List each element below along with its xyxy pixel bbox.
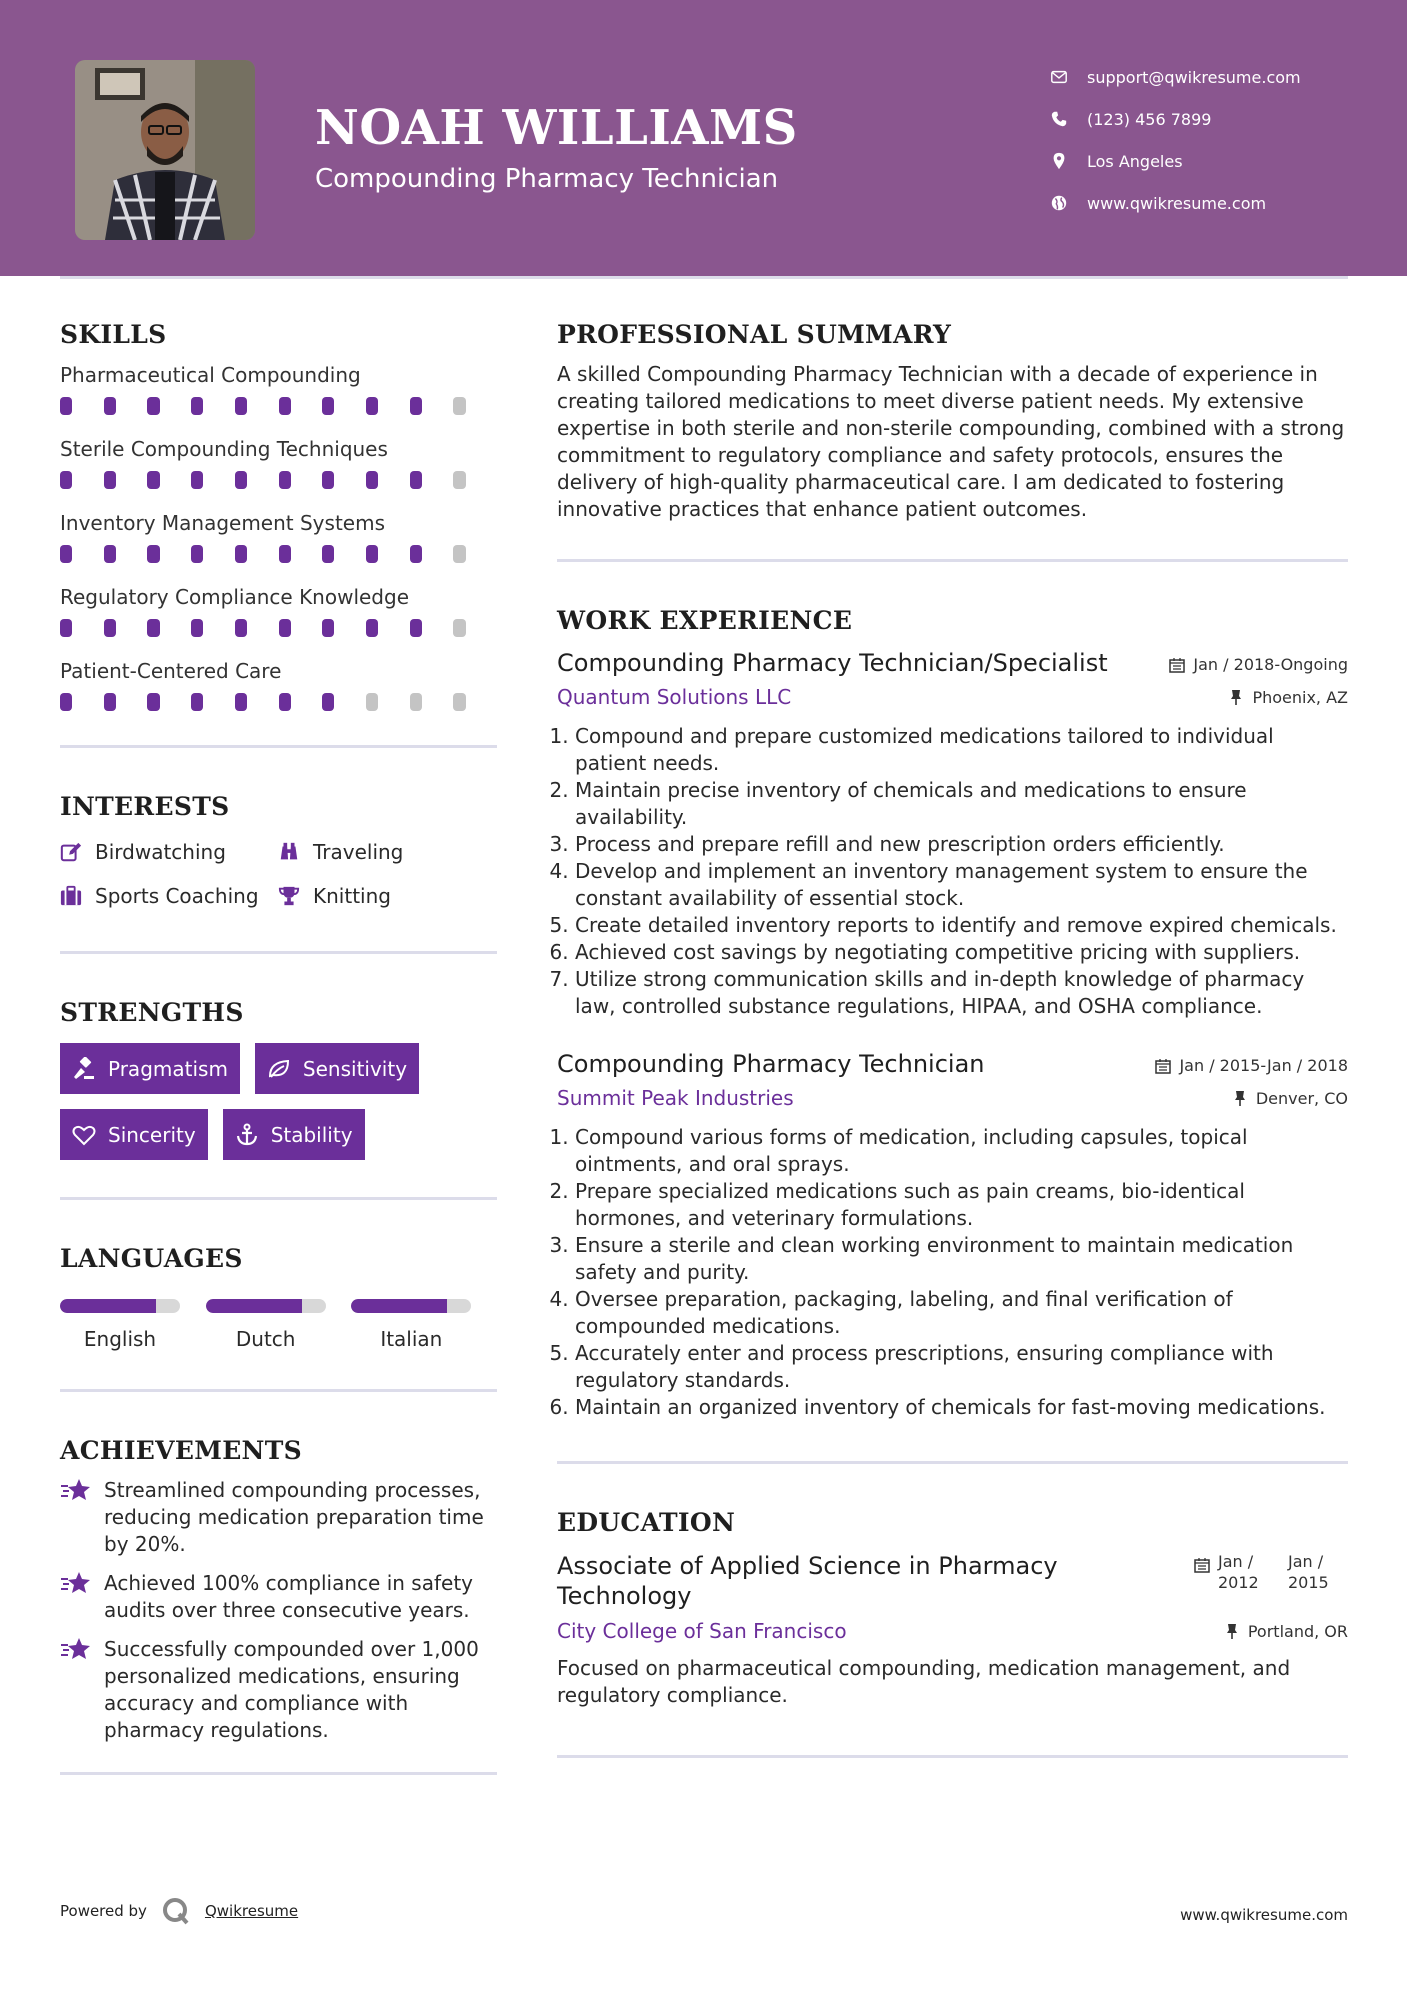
education-end: Jan / 2015 <box>1288 1552 1329 1592</box>
achievement-item <box>60 1636 497 1744</box>
strength-tag <box>60 1109 208 1160</box>
rating-dot-filled <box>191 471 203 489</box>
interests-section <box>60 792 497 913</box>
education-dates <box>1194 1551 1348 1593</box>
rating-dot-filled <box>322 471 334 489</box>
footer-website[interactable]: www.qwikresume.com <box>1180 1906 1348 1924</box>
gavel-icon <box>72 1057 96 1081</box>
interest-item <box>60 879 278 913</box>
education-subhead <box>557 1619 1348 1643</box>
heart-icon <box>72 1123 96 1147</box>
interests-heading: INTERESTS <box>60 792 230 821</box>
rating-dot-filled <box>366 545 378 563</box>
rating-dot-filled <box>104 619 116 637</box>
rating-dot-empty <box>453 545 465 563</box>
job-location <box>1228 688 1348 707</box>
job-dates-text: Jan / 2015-Jan / 2018 <box>1179 1056 1348 1075</box>
skills-section <box>60 320 497 729</box>
skill-name: Pharmaceutical Compounding <box>60 363 361 387</box>
section-divider <box>60 745 497 748</box>
duty-item: 3. Ensure a sterile and clean working environment to maintain medication safety and purity. <box>575 1232 1348 1286</box>
education-head <box>557 1551 1348 1611</box>
job-dates-text: Jan / 2018-Ongoing <box>1193 655 1348 674</box>
job-title: Compounding Pharmacy Technician <box>557 1050 985 1078</box>
duty-item: 3. Process and prepare refill and new prescription orders efficiently. <box>575 831 1348 858</box>
job-title: Compounding Pharmacy Technician/Specialist <box>557 649 1108 677</box>
rating-dot-filled <box>191 619 203 637</box>
jobs-list <box>557 649 1348 1421</box>
job-entry <box>557 1050 1348 1421</box>
skill-rating <box>60 391 497 433</box>
language-name: English <box>83 1327 157 1351</box>
skill-rating <box>60 613 497 655</box>
achievements-heading: ACHIEVEMENTS <box>60 1436 302 1465</box>
language-level-bar <box>60 1299 180 1313</box>
strength-label: Stability <box>270 1122 353 1147</box>
profile-photo <box>75 60 255 240</box>
experience-heading: WORK EXPERIENCE <box>557 606 853 635</box>
rating-dot-filled <box>104 693 116 711</box>
skill-item <box>60 581 497 655</box>
job-entry <box>557 649 1348 1020</box>
strength-tag <box>60 1043 240 1094</box>
strengths-heading: STRENGTHS <box>60 998 244 1027</box>
skill-rating <box>60 465 497 507</box>
school-name: City College of San Francisco <box>557 1619 847 1643</box>
rating-dot-filled <box>279 545 291 563</box>
map-pin-icon <box>1050 152 1068 170</box>
rating-dot-filled <box>322 693 334 711</box>
rating-dot-filled <box>279 471 291 489</box>
strength-label: Sensitivity <box>302 1056 408 1081</box>
email-text: support@qwikresume.com <box>1087 67 1301 87</box>
rating-dot-filled <box>235 693 247 711</box>
strengths-section <box>60 998 497 1175</box>
location-text: Los Angeles <box>1087 151 1183 171</box>
language-level-fill <box>60 1299 156 1313</box>
rating-dot-empty <box>453 397 465 415</box>
section-divider <box>60 951 497 954</box>
rating-dot-empty <box>453 693 465 711</box>
job-duties <box>557 723 1348 1020</box>
skill-rating <box>60 539 497 581</box>
company-name: Quantum Solutions LLC <box>557 685 792 709</box>
skill-name: Patient-Centered Care <box>60 659 282 683</box>
skill-name: Regulatory Compliance Knowledge <box>60 585 410 609</box>
duty-item: 1. Compound various forms of medication, including capsules, topical ointments, and oral sprays. <box>575 1124 1348 1178</box>
rating-dot-filled <box>191 545 203 563</box>
contact-location <box>1050 140 1301 182</box>
company-name: Summit Peak Industries <box>557 1086 794 1110</box>
rating-dot-filled <box>104 545 116 563</box>
pushpin-icon <box>1232 1090 1248 1106</box>
skill-item <box>60 359 497 433</box>
strength-tag <box>223 1109 365 1160</box>
language-level-fill <box>206 1299 302 1313</box>
rating-dot-filled <box>60 397 72 415</box>
contact-email[interactable] <box>1050 56 1301 98</box>
strengths-list <box>60 1043 497 1175</box>
rating-dot-filled <box>104 397 116 415</box>
summary-text: A skilled Compounding Pharmacy Technician with a decade of experience in creating tailored medications to meet diverse patient needs. My extensive expertise in both sterile and non-sterile compounding, combined with a strong commitment to regulatory compliance and safety protocols, ensures the delivery of high-quality pharmaceutical care. I am dedicated to fostering innovative practices that enhance patient outcomes. <box>557 362 1345 521</box>
interest-label: Traveling <box>313 840 404 864</box>
rating-dot-empty <box>453 619 465 637</box>
job-location <box>1232 1089 1348 1108</box>
rating-dot-filled <box>147 545 159 563</box>
anchor-icon <box>235 1123 259 1147</box>
job-subhead <box>557 685 1348 709</box>
rating-dot-filled <box>410 397 422 415</box>
rating-dot-filled <box>322 619 334 637</box>
interest-label: Birdwatching <box>95 840 226 864</box>
strength-tag <box>255 1043 419 1094</box>
education-description: Focused on pharmaceutical compounding, medication management, and regulatory compliance. <box>557 1656 1291 1707</box>
achievements-section <box>60 1436 497 1744</box>
skills-list <box>60 359 497 729</box>
rating-dot-filled <box>366 619 378 637</box>
duty-item: 4. Develop and implement an inventory management system to ensure the constant availability of essential stock. <box>575 858 1348 912</box>
job-duties <box>557 1124 1348 1421</box>
leaf-icon <box>267 1057 291 1081</box>
person-photo-image <box>75 60 255 240</box>
achievement-text: Achieved 100% compliance in safety audits over three consecutive years. <box>104 1571 473 1622</box>
duty-item: 1. Compound and prepare customized medications tailored to individual patient needs. <box>575 723 1348 777</box>
education-heading: EDUCATION <box>557 1508 736 1537</box>
website-text: www.qwikresume.com <box>1087 193 1267 213</box>
degree-title: Associate of Applied Science in Pharmacy Technology <box>557 1552 1058 1610</box>
rating-dot-filled <box>191 397 203 415</box>
rating-dot-filled <box>191 693 203 711</box>
skill-name: Inventory Management Systems <box>60 511 385 535</box>
rating-dot-empty <box>453 471 465 489</box>
calendar-icon <box>1194 1557 1210 1573</box>
languages-section <box>60 1244 497 1351</box>
language-level-fill <box>351 1299 447 1313</box>
rating-dot-filled <box>235 545 247 563</box>
duty-item: 7. Utilize strong communication skills and in-depth knowledge of pharmacy law, controlled substance regulations, HIPAA, and OSHA compliance. <box>575 966 1348 1020</box>
right-column <box>557 320 1348 1758</box>
duty-item: 5. Accurately enter and process prescriptions, ensuring compliance with regulatory standards. <box>575 1340 1348 1394</box>
contact-phone[interactable] <box>1050 98 1301 140</box>
skills-heading: SKILLS <box>60 320 167 349</box>
rating-dot-filled <box>235 397 247 415</box>
footer-powered-by <box>60 1896 298 1926</box>
contact-info <box>1050 56 1301 224</box>
candidate-name: NOAH WILLIAMS <box>315 100 798 156</box>
rating-dot-filled <box>322 397 334 415</box>
section-divider <box>60 1772 497 1775</box>
star-icon <box>60 1477 92 1505</box>
rating-dot-filled <box>147 693 159 711</box>
rating-dot-filled <box>279 619 291 637</box>
trophy-icon <box>278 885 300 907</box>
language-name: Dutch <box>235 1327 296 1351</box>
phone-icon <box>1050 110 1068 128</box>
rating-dot-filled <box>410 545 422 563</box>
rating-dot-empty <box>366 693 378 711</box>
rating-dot-filled <box>322 545 334 563</box>
rating-dot-filled <box>410 619 422 637</box>
rating-dot-filled <box>147 619 159 637</box>
qwikresume-logo-icon <box>161 1896 191 1926</box>
achievement-item <box>60 1477 497 1558</box>
powered-by-text: Powered by <box>60 1902 147 1920</box>
achievement-text: Streamlined compounding processes, reducing medication preparation time by 20%. <box>104 1478 484 1556</box>
education-location <box>1224 1622 1348 1641</box>
language-item <box>60 1299 206 1351</box>
achievement-item <box>60 1570 497 1624</box>
achievements-list <box>60 1477 497 1744</box>
education-start: Jan / 2012 <box>1218 1552 1259 1592</box>
interest-label: Sports Coaching <box>95 884 259 908</box>
section-divider <box>60 1197 497 1200</box>
duty-item: 5. Create detailed inventory reports to identify and remove expired chemicals. <box>575 912 1348 939</box>
languages-heading: LANGUAGES <box>60 1244 243 1273</box>
education-section <box>557 1508 1348 1709</box>
rating-dot-filled <box>366 397 378 415</box>
rating-dot-filled <box>147 397 159 415</box>
interest-label: Knitting <box>313 884 391 908</box>
rating-dot-filled <box>410 471 422 489</box>
binoculars-icon <box>278 841 300 863</box>
rating-dot-empty <box>410 693 422 711</box>
pushpin-icon <box>1224 1623 1240 1639</box>
rating-dot-filled <box>147 471 159 489</box>
briefcase-icon <box>60 885 82 907</box>
pushpin-icon <box>1228 689 1244 705</box>
rating-dot-filled <box>60 471 72 489</box>
interest-item <box>60 835 278 869</box>
star-icon <box>60 1636 92 1664</box>
education-location-text: Portland, OR <box>1247 1621 1348 1641</box>
summary-heading: PROFESSIONAL SUMMARY <box>557 320 952 349</box>
section-divider <box>557 1755 1348 1758</box>
globe-icon <box>1050 194 1068 212</box>
job-location-text: Denver, CO <box>1255 1088 1348 1108</box>
calendar-icon <box>1155 1058 1171 1074</box>
duty-item: 2. Prepare specialized medications such as pain creams, bio-identical hormones, and veterinary formulations. <box>575 1178 1348 1232</box>
pencil-square-icon <box>60 841 82 863</box>
section-divider <box>557 559 1348 562</box>
section-divider <box>60 1389 497 1392</box>
language-item <box>351 1299 497 1351</box>
experience-section <box>557 606 1348 1421</box>
skill-item <box>60 655 497 729</box>
rating-dot-filled <box>235 619 247 637</box>
languages-list <box>60 1299 497 1351</box>
interest-item <box>278 835 478 869</box>
strength-label: Pragmatism <box>108 1056 228 1081</box>
summary-section <box>557 320 1348 523</box>
skill-item <box>60 433 497 507</box>
section-divider <box>557 1461 1348 1464</box>
star-icon <box>60 1570 92 1598</box>
duty-item: 2. Maintain precise inventory of chemicals and medications to ensure availability. <box>575 777 1348 831</box>
skill-name: Sterile Compounding Techniques <box>60 437 388 461</box>
strength-label: Sincerity <box>108 1122 196 1147</box>
left-column <box>60 320 497 1775</box>
calendar-icon <box>1169 657 1185 673</box>
skill-rating <box>60 687 497 729</box>
skill-item <box>60 507 497 581</box>
job-head <box>557 1050 1348 1078</box>
language-item <box>206 1299 352 1351</box>
candidate-title: Compounding Pharmacy Technician <box>315 164 779 194</box>
resume-header <box>0 0 1407 276</box>
job-dates <box>1169 655 1348 674</box>
job-subhead <box>557 1086 1348 1110</box>
interest-item <box>278 879 478 913</box>
language-level-bar <box>351 1299 471 1313</box>
rating-dot-filled <box>104 471 116 489</box>
job-head <box>557 649 1348 677</box>
rating-dot-filled <box>235 471 247 489</box>
job-location-text: Phoenix, AZ <box>1252 687 1348 707</box>
rating-dot-filled <box>366 471 378 489</box>
rating-dot-filled <box>279 693 291 711</box>
duty-item: 6. Achieved cost savings by negotiating competitive pricing with suppliers. <box>575 939 1348 966</box>
interests-list <box>60 835 497 913</box>
duty-item: 6. Maintain an organized inventory of chemicals for fast-moving medications. <box>575 1394 1348 1421</box>
rating-dot-filled <box>60 545 72 563</box>
rating-dot-filled <box>60 619 72 637</box>
language-name: Italian <box>380 1327 443 1351</box>
brand-link[interactable]: Qwikresume <box>204 1902 299 1920</box>
rating-dot-filled <box>60 693 72 711</box>
duty-item: 4. Oversee preparation, packaging, labeling, and final verification of compounded medications. <box>575 1286 1348 1340</box>
achievement-text: Successfully compounded over 1,000 personalized medications, ensuring accuracy and compliance with pharmacy regulations. <box>104 1637 479 1742</box>
contact-website[interactable] <box>1050 182 1301 224</box>
header-divider <box>60 276 1348 279</box>
job-dates <box>1155 1056 1348 1075</box>
language-level-bar <box>206 1299 326 1313</box>
envelope-icon <box>1050 68 1068 86</box>
rating-dot-filled <box>279 397 291 415</box>
phone-text: (123) 456 7899 <box>1087 109 1212 129</box>
